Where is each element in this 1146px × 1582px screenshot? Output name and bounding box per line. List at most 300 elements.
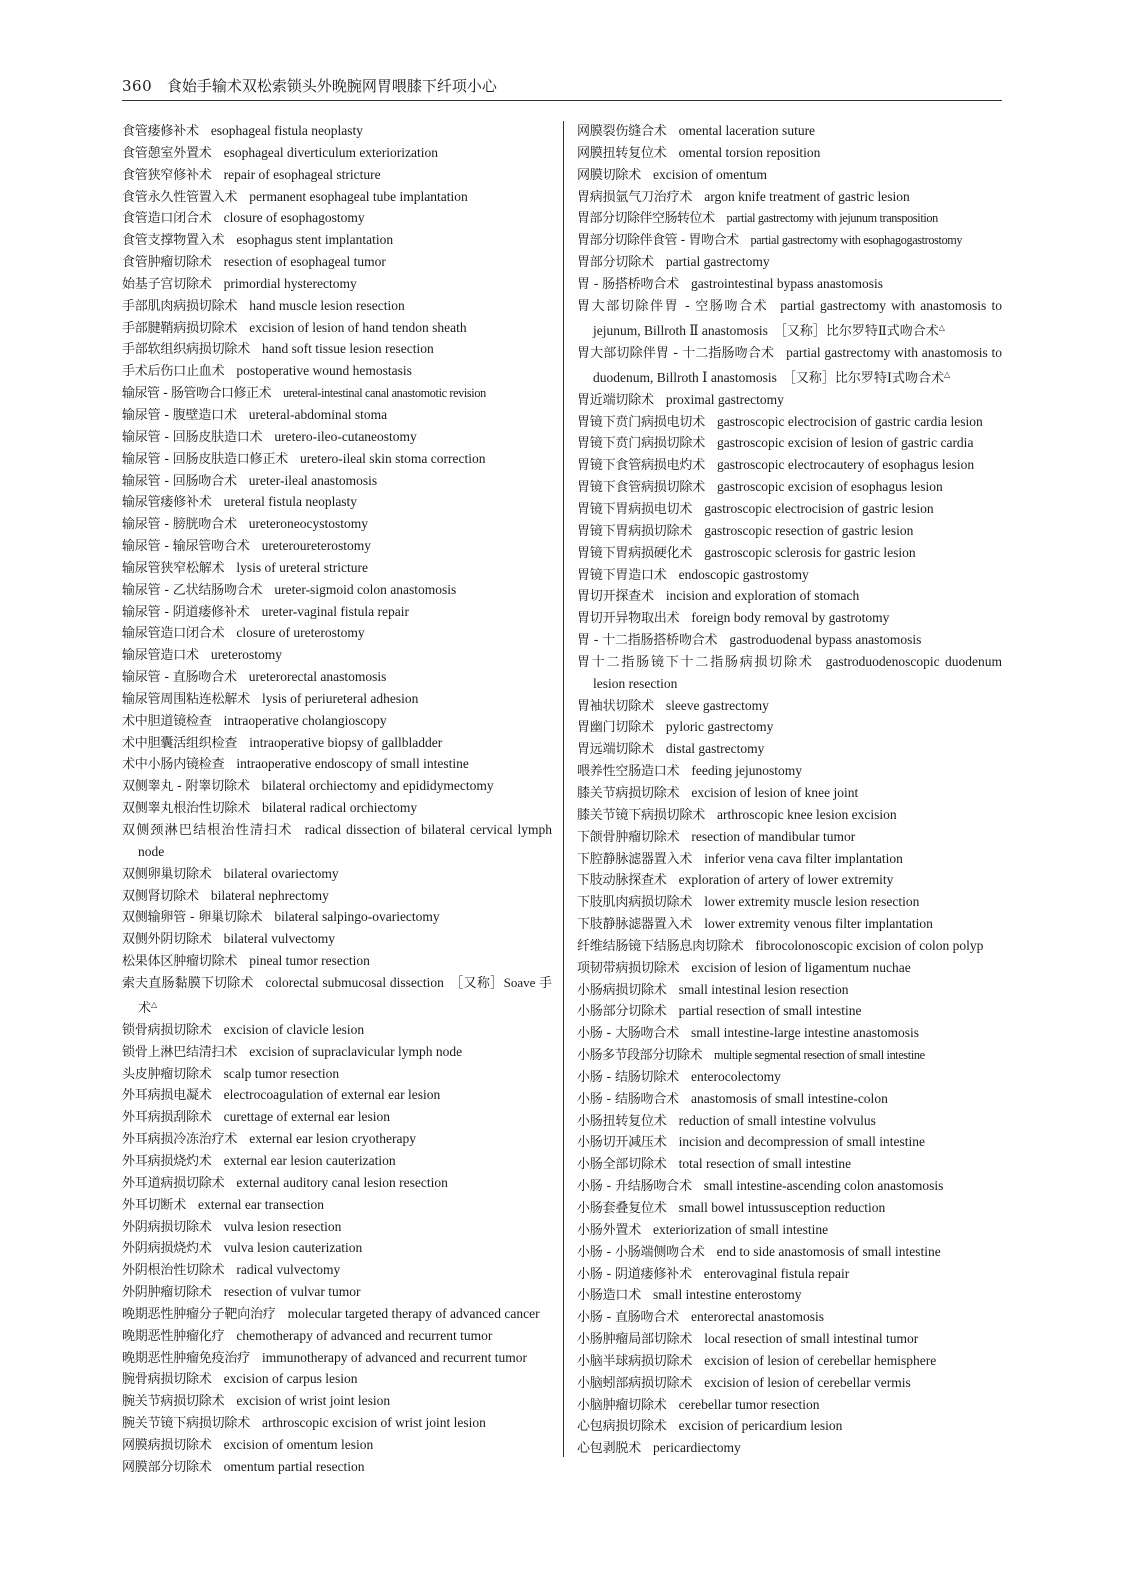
term-chinese: 胃近端切除术 bbox=[577, 392, 654, 408]
term-english: reduction of small intestine volvulus bbox=[678, 1112, 876, 1128]
term-chinese: 下肢静脉滤器置入术 bbox=[577, 917, 693, 933]
term-chinese: 网膜扭转复位术 bbox=[577, 145, 667, 161]
term-english: scalp tumor resection bbox=[223, 1065, 340, 1081]
term-entry bbox=[122, 427, 552, 449]
term-english: permanent esophageal tube implantation bbox=[249, 188, 468, 204]
term-english: enterovaginal fistula repair bbox=[703, 1265, 850, 1281]
term-entry bbox=[577, 1307, 1002, 1329]
term-entry bbox=[122, 230, 552, 252]
term-entry bbox=[122, 798, 552, 820]
term-english: resection of vulvar tumor bbox=[223, 1284, 361, 1300]
term-entry bbox=[122, 689, 552, 711]
term-entry bbox=[577, 1132, 1002, 1154]
term-english: ureter-ileal anastomosis bbox=[248, 472, 378, 488]
term-english: molecular targeted therapy of advanced cancer bbox=[287, 1305, 540, 1321]
term-entry bbox=[577, 165, 1002, 187]
term-entry bbox=[122, 754, 552, 776]
term-chinese: 松果体区肿瘤切除术 bbox=[122, 954, 238, 970]
term-english: arthroscopic excision of wrist joint lesion bbox=[262, 1415, 486, 1431]
term-english: radical dissection of bilateral cervical lymph node bbox=[138, 822, 552, 859]
right-column bbox=[577, 121, 1002, 1460]
term-entry bbox=[122, 645, 552, 667]
triangle-mark: △ bbox=[943, 369, 951, 379]
term-english: incision and decompression of small intestine bbox=[678, 1134, 925, 1150]
term-english: exteriorization of small intestine bbox=[653, 1221, 829, 1237]
term-chinese: 输尿管 - 乙状结肠吻合术 bbox=[122, 582, 263, 598]
term-english: excision of lesion of knee joint bbox=[691, 784, 859, 800]
running-title: 食始手输术双松索锁头外晚腕网胃喂膝下纤项小心 bbox=[166, 77, 497, 95]
term-chinese: 小肠扭转复位术 bbox=[577, 1113, 667, 1129]
term-english: ureterostomy bbox=[210, 647, 283, 663]
term-chinese: 胃幽门切除术 bbox=[577, 720, 654, 736]
term-chinese: 胃镜下食管病损切除术 bbox=[577, 480, 706, 496]
term-chinese: 双侧外阴切除术 bbox=[122, 932, 212, 948]
term-chinese: 锁骨病损切除术 bbox=[122, 1022, 212, 1038]
term-chinese: 网膜病损切除术 bbox=[122, 1437, 212, 1453]
term-entry bbox=[122, 1129, 552, 1151]
term-chinese: 手部腱鞘病损切除术 bbox=[122, 320, 238, 336]
term-chinese: 小肠多节段部分切除术 bbox=[577, 1048, 703, 1064]
term-entry bbox=[122, 1391, 552, 1413]
term-chinese: 胃镜下胃病损硬化术 bbox=[577, 545, 693, 561]
term-entry bbox=[577, 783, 1002, 805]
term-chinese: 小脑肿瘤切除术 bbox=[577, 1397, 667, 1413]
term-chinese: 头皮肿瘤切除术 bbox=[122, 1066, 212, 1082]
term-entry bbox=[577, 390, 1002, 412]
term-english: intraoperative endoscopy of small intestine bbox=[236, 756, 469, 772]
term-chinese: 小肠 - 直肠吻合术 bbox=[577, 1310, 679, 1326]
term-entry bbox=[577, 1111, 1002, 1133]
term-chinese: 胃 - 十二指肠搭桥吻合术 bbox=[577, 633, 718, 649]
term-english: bilateral nephrectomy bbox=[210, 887, 329, 903]
term-english: curettage of external ear lesion bbox=[223, 1109, 391, 1125]
term-english: bilateral vulvectomy bbox=[223, 931, 335, 947]
term-chinese: 外耳病损刮除术 bbox=[122, 1110, 212, 1126]
term-chinese: 外耳切断术 bbox=[122, 1197, 187, 1213]
term-entry bbox=[577, 892, 1002, 914]
term-english: pericardiectomy bbox=[653, 1440, 741, 1456]
term-english: partial gastrectomy with esophagogastrostomy bbox=[750, 233, 963, 248]
term-entry bbox=[577, 608, 1002, 630]
term-chinese: 双侧卵巢切除术 bbox=[122, 866, 212, 882]
term-alias: ［又称］比尔罗特Ⅱ式吻合术 bbox=[773, 322, 939, 338]
term-english: external ear lesion cauterization bbox=[223, 1152, 396, 1168]
term-entry bbox=[577, 208, 1002, 230]
term-chinese: 术中胆道镜检查 bbox=[122, 713, 212, 729]
term-chinese: 小肠部分切除术 bbox=[577, 1004, 667, 1020]
term-chinese: 外耳病损烧灼术 bbox=[122, 1153, 212, 1169]
term-entry bbox=[122, 1457, 552, 1479]
term-english: multiple segmental resection of small intestine bbox=[714, 1048, 925, 1063]
term-entry bbox=[577, 586, 1002, 608]
triangle-mark: △ bbox=[938, 322, 945, 332]
term-chinese: 腕关节病损切除术 bbox=[122, 1394, 225, 1410]
term-chinese: 小脑半球病损切除术 bbox=[577, 1353, 693, 1369]
term-chinese: 食管瘘修补术 bbox=[122, 124, 199, 139]
term-english: enterocolectomy bbox=[690, 1068, 781, 1084]
term-chinese: 膝关节镜下病损切除术 bbox=[577, 807, 706, 823]
term-english: distal gastrectomy bbox=[665, 741, 765, 757]
term-english: sleeve gastrectomy bbox=[665, 697, 769, 713]
term-chinese: 胃镜下胃造口术 bbox=[577, 567, 667, 583]
term-chinese: 喂养性空肠造口术 bbox=[577, 764, 680, 780]
term-entry bbox=[122, 1042, 552, 1064]
term-entry bbox=[122, 1151, 552, 1173]
term-chinese: 输尿管 - 回肠皮肤造口术 bbox=[122, 429, 263, 445]
term-entry bbox=[122, 1326, 552, 1348]
term-entry bbox=[122, 1304, 552, 1326]
term-chinese: 下肢动脉探查术 bbox=[577, 873, 667, 889]
term-chinese: 锁骨上淋巴结清扫术 bbox=[122, 1044, 238, 1060]
term-english: external ear transection bbox=[198, 1196, 324, 1212]
term-entry bbox=[122, 361, 552, 383]
term-english: bilateral orchiectomy and epididymectomy bbox=[261, 778, 494, 794]
term-english: incision and exploration of stomach bbox=[665, 588, 860, 604]
term-chinese: 手部肌肉病损切除术 bbox=[122, 298, 238, 314]
term-english: closure of ureterostomy bbox=[236, 625, 365, 641]
term-chinese: 外耳病损电凝术 bbox=[122, 1088, 212, 1104]
page-header bbox=[122, 76, 1002, 100]
term-chinese: 胃镜下胃病损切除术 bbox=[577, 523, 693, 539]
term-english: excision of carpus lesion bbox=[223, 1371, 358, 1387]
term-entry bbox=[122, 514, 552, 536]
term-chinese: 晚期恶性肿瘤免疫治疗 bbox=[122, 1350, 251, 1366]
term-english: excision of lesion of ligamentum nuchae bbox=[691, 959, 911, 975]
term-chinese: 输尿管周围粘连松解术 bbox=[122, 691, 251, 707]
term-entry bbox=[122, 776, 552, 798]
term-english: chemotherapy of advanced and recurrent tumor bbox=[236, 1327, 493, 1343]
term-english: excision of omentum bbox=[653, 166, 767, 182]
term-chinese: 心包剥脱术 bbox=[577, 1441, 642, 1457]
term-chinese: 双侧肾切除术 bbox=[122, 888, 199, 904]
term-chinese: 术中小肠内镜检查 bbox=[122, 757, 225, 773]
term-english: immunotherapy of advanced and recurrent tumor bbox=[262, 1349, 528, 1365]
term-english: omental torsion reposition bbox=[678, 144, 821, 160]
term-chinese: 输尿管 - 肠管吻合口修正术 bbox=[122, 386, 271, 402]
term-entry bbox=[577, 696, 1002, 718]
term-entry bbox=[577, 1001, 1002, 1023]
term-english: fibrocolonoscopic excision of colon polyp bbox=[755, 937, 984, 953]
term-entry bbox=[577, 1329, 1002, 1351]
term-entry bbox=[122, 318, 552, 340]
term-english: esophageal fistula neoplasty bbox=[210, 123, 364, 138]
term-english: ureteroneocystostomy bbox=[248, 516, 368, 532]
term-entry bbox=[577, 543, 1002, 565]
term-entry bbox=[577, 252, 1002, 274]
term-chinese: 胃病损氩气刀治疗术 bbox=[577, 189, 693, 205]
term-english: partial gastrectomy bbox=[665, 254, 770, 270]
term-entry bbox=[122, 864, 552, 886]
term-chinese: 输尿管狭窄松解术 bbox=[122, 560, 225, 576]
term-chinese: 项韧带病损切除术 bbox=[577, 960, 680, 976]
term-english: gastroduodenoscopic duodenum lesion resection bbox=[593, 653, 1002, 691]
term-entry bbox=[577, 187, 1002, 209]
term-english: partial gastrectomy with jejunum transposition bbox=[726, 211, 938, 226]
term-entry bbox=[122, 1217, 552, 1239]
term-entry bbox=[577, 1067, 1002, 1089]
term-entry bbox=[577, 652, 1002, 696]
term-english: cerebellar tumor resection bbox=[678, 1396, 820, 1412]
term-entry bbox=[577, 274, 1002, 296]
term-english: pyloric gastrectomy bbox=[665, 719, 774, 735]
term-entry bbox=[122, 296, 552, 318]
term-entry bbox=[122, 711, 552, 733]
term-english: small intestine enterostomy bbox=[653, 1287, 802, 1303]
term-english: external ear lesion cryotherapy bbox=[249, 1131, 416, 1147]
term-entry bbox=[122, 252, 552, 274]
term-entry bbox=[577, 230, 1002, 252]
term-entry bbox=[577, 1242, 1002, 1264]
term-entry bbox=[122, 1260, 552, 1282]
term-english: bilateral radical orchiectomy bbox=[262, 800, 418, 816]
term-english: endoscopic gastrostomy bbox=[678, 566, 809, 582]
term-chinese: 小肠外置术 bbox=[577, 1222, 642, 1238]
term-chinese: 晚期恶性肿瘤化疗 bbox=[122, 1328, 225, 1344]
term-chinese: 术中胆囊活组织检查 bbox=[122, 735, 238, 751]
term-english: anastomosis of small intestine-colon bbox=[690, 1090, 888, 1106]
term-entry bbox=[577, 980, 1002, 1002]
term-english: small intestine-large intestine anastomosis bbox=[690, 1025, 920, 1041]
term-english: arthroscopic knee lesion excision bbox=[717, 806, 897, 822]
term-chinese: 索夫直肠黏膜下切除术 bbox=[122, 975, 254, 991]
term-entry bbox=[122, 1369, 552, 1391]
term-entry bbox=[122, 187, 552, 209]
term-entry bbox=[577, 870, 1002, 892]
term-chinese: 网膜裂伤缝合术 bbox=[577, 124, 667, 139]
term-chinese: 胃袖状切除术 bbox=[577, 698, 654, 714]
term-english: hand soft tissue lesion resection bbox=[262, 341, 434, 357]
term-chinese: 胃大部切除伴胃 - 空肠吻合术 bbox=[577, 298, 769, 314]
term-english: lower extremity muscle lesion resection bbox=[704, 894, 920, 910]
term-chinese: 网膜切除术 bbox=[577, 167, 642, 183]
term-chinese: 手部软组织病损切除术 bbox=[122, 342, 251, 358]
term-chinese: 小肠 - 小肠端侧吻合术 bbox=[577, 1244, 705, 1260]
term-chinese: 双侧睾丸 - 附睾切除术 bbox=[122, 779, 250, 795]
term-english: ureter-vaginal fistula repair bbox=[261, 603, 409, 619]
term-english: excision of supraclavicular lymph node bbox=[249, 1043, 463, 1059]
term-english: bilateral ovariectomy bbox=[223, 865, 339, 881]
term-entry bbox=[122, 1348, 552, 1370]
term-english: resection of mandibular tumor bbox=[691, 828, 856, 844]
term-entry bbox=[122, 1238, 552, 1260]
term-entry bbox=[577, 343, 1002, 390]
term-english: radical vulvectomy bbox=[236, 1262, 341, 1278]
term-entry bbox=[577, 849, 1002, 871]
term-english: excision of wrist joint lesion bbox=[236, 1393, 391, 1409]
term-entry bbox=[577, 1176, 1002, 1198]
term-english: bilateral salpingo-ovariectomy bbox=[274, 909, 440, 925]
term-english: primordial hysterectomy bbox=[223, 275, 357, 291]
term-english: vulva lesion resection bbox=[223, 1218, 342, 1234]
term-entry bbox=[577, 433, 1002, 455]
term-chinese: 晚期恶性肿瘤分子靶向治疗 bbox=[122, 1306, 276, 1322]
term-entry bbox=[122, 1282, 552, 1304]
term-entry bbox=[577, 477, 1002, 499]
term-entry bbox=[122, 973, 552, 1020]
term-english: esophagus stent implantation bbox=[236, 232, 394, 248]
term-english: gastroscopic electrocision of gastric cardia lesion bbox=[717, 413, 983, 429]
term-english: excision of clavicle lesion bbox=[223, 1021, 365, 1037]
term-chinese: 外阴病损烧灼术 bbox=[122, 1241, 212, 1257]
term-english: small intestine-ascending colon anastomosis bbox=[703, 1178, 944, 1194]
term-entry bbox=[122, 449, 552, 471]
term-entry bbox=[577, 739, 1002, 761]
term-chinese: 小肠 - 结肠切除术 bbox=[577, 1069, 679, 1085]
term-entry bbox=[577, 565, 1002, 587]
term-english: excision of lesion of hand tendon sheath bbox=[249, 319, 467, 335]
term-chinese: 小肠 - 大肠吻合术 bbox=[577, 1026, 679, 1042]
term-english: end to side anastomosis of small intestine bbox=[716, 1243, 941, 1259]
term-english: ureteral fistula neoplasty bbox=[223, 494, 358, 510]
term-entry bbox=[577, 143, 1002, 165]
term-english: excision of omentum lesion bbox=[223, 1436, 374, 1452]
term-entry bbox=[122, 1195, 552, 1217]
term-entry bbox=[122, 580, 552, 602]
term-alias: ［又称］比尔罗特Ⅰ式吻合术 bbox=[782, 369, 944, 385]
term-entry bbox=[577, 1395, 1002, 1417]
left-column bbox=[122, 121, 552, 1479]
term-entry bbox=[577, 412, 1002, 434]
term-entry bbox=[577, 761, 1002, 783]
term-chinese: 输尿管 - 阴道瘘修补术 bbox=[122, 604, 250, 620]
term-english: electrocoagulation of external ear lesion bbox=[223, 1087, 441, 1103]
term-entry bbox=[122, 1107, 552, 1129]
term-chinese: 小肠切开减压术 bbox=[577, 1135, 667, 1151]
term-chinese: 外耳道病损切除术 bbox=[122, 1175, 225, 1191]
term-english: colorectal submucosal dissection bbox=[265, 974, 444, 990]
term-chinese: 胃大部切除伴胃 - 十二指肠吻合术 bbox=[577, 345, 775, 361]
term-english: enterorectal anastomosis bbox=[690, 1309, 825, 1325]
term-english: lysis of periureteral adhesion bbox=[262, 690, 419, 706]
term-entry bbox=[122, 1085, 552, 1107]
term-chinese: 胃切开异物取出术 bbox=[577, 611, 680, 627]
term-chinese: 食管憩室外置术 bbox=[122, 145, 212, 161]
term-english: gastroscopic excision of esophagus lesion bbox=[717, 479, 943, 495]
term-english: excision of lesion of cerebellar hemisphere bbox=[704, 1352, 937, 1368]
term-english: gastroscopic electrocision of gastric lesion bbox=[704, 501, 934, 516]
term-english: proximal gastrectomy bbox=[665, 391, 784, 407]
term-entry bbox=[122, 143, 552, 165]
term-chinese: 双侧睾丸根治性切除术 bbox=[122, 801, 251, 817]
term-chinese: 膝关节病损切除术 bbox=[577, 785, 680, 801]
term-english: hand muscle lesion resection bbox=[249, 297, 405, 313]
term-entry bbox=[577, 1351, 1002, 1373]
term-entry bbox=[577, 1089, 1002, 1111]
term-entry bbox=[577, 1416, 1002, 1438]
term-chinese: 输尿管 - 直肠吻合术 bbox=[122, 670, 237, 686]
column-divider bbox=[563, 121, 564, 1457]
term-chinese: 输尿管造口术 bbox=[122, 648, 199, 664]
term-chinese: 纤维结肠镜下结肠息肉切除术 bbox=[577, 938, 744, 954]
term-english: gastroscopic sclerosis for gastric lesion bbox=[704, 544, 916, 560]
term-entry bbox=[122, 1064, 552, 1086]
term-english: foreign body removal by gastrotomy bbox=[691, 610, 890, 626]
term-chinese: 胃镜下食管病损电灼术 bbox=[577, 458, 706, 474]
term-chinese: 胃部分切除伴空肠转位术 bbox=[577, 211, 715, 227]
term-english: ureteral-abdominal stoma bbox=[248, 406, 388, 422]
term-chinese: 胃镜下贲门病损电切术 bbox=[577, 414, 706, 430]
term-entry bbox=[577, 1045, 1002, 1067]
term-english: excision of pericardium lesion bbox=[678, 1418, 843, 1434]
term-english: pineal tumor resection bbox=[249, 953, 370, 969]
term-entry bbox=[577, 1438, 1002, 1460]
term-english: ureteroureterostomy bbox=[261, 538, 372, 554]
term-english: resection of esophageal tumor bbox=[223, 254, 386, 270]
term-entry bbox=[122, 405, 552, 427]
term-english: inferior vena cava filter implantation bbox=[704, 850, 903, 866]
term-chinese: 外阴病损切除术 bbox=[122, 1219, 212, 1235]
term-chinese: 食管支撑物置入术 bbox=[122, 233, 225, 249]
term-entry bbox=[122, 1020, 552, 1042]
term-entry bbox=[577, 1373, 1002, 1395]
term-chinese: 小肠病损切除术 bbox=[577, 982, 667, 998]
term-chinese: 外耳病损冷冻治疗术 bbox=[122, 1132, 238, 1148]
term-english: ureteral-intestinal canal anastomotic revision bbox=[282, 386, 486, 401]
term-entry bbox=[577, 805, 1002, 827]
term-chinese: 腕骨病损切除术 bbox=[122, 1372, 212, 1388]
term-chinese: 输尿管瘘修补术 bbox=[122, 495, 212, 511]
term-entry bbox=[122, 951, 552, 973]
term-chinese: 胃远端切除术 bbox=[577, 742, 654, 758]
term-english: repair of esophageal stricture bbox=[223, 166, 381, 182]
term-chinese: 小肠 - 升结肠吻合术 bbox=[577, 1179, 692, 1195]
term-english: intraoperative cholangioscopy bbox=[223, 712, 387, 728]
page-number: 360 bbox=[122, 77, 153, 95]
term-english: esophageal diverticulum exteriorization bbox=[223, 144, 439, 160]
term-english: ureter-sigmoid colon anastomosis bbox=[274, 581, 457, 597]
term-entry bbox=[577, 1154, 1002, 1176]
term-english: gastroduodenal bypass anastomosis bbox=[729, 632, 922, 648]
term-entry bbox=[122, 907, 552, 929]
term-chinese: 胃十二指肠镜下十二指肠病损切除术 bbox=[577, 654, 814, 670]
term-chinese: 小肠全部切除术 bbox=[577, 1157, 667, 1173]
term-chinese: 食管肿瘤切除术 bbox=[122, 255, 212, 271]
term-chinese: 小肠 - 结肠吻合术 bbox=[577, 1091, 679, 1107]
term-english: argon knife treatment of gastric lesion bbox=[704, 188, 910, 204]
term-chinese: 腕关节镜下病损切除术 bbox=[122, 1416, 251, 1432]
term-entry bbox=[122, 492, 552, 514]
term-chinese: 网膜部分切除术 bbox=[122, 1459, 212, 1475]
term-english: small bowel intussusception reduction bbox=[678, 1200, 886, 1215]
term-chinese: 胃镜下贲门病损切除术 bbox=[577, 436, 706, 452]
term-english: partial gastrectomy with anastomosis to duodenum, Billroth Ⅰ anastomosis bbox=[593, 344, 1002, 385]
term-entry bbox=[577, 1220, 1002, 1242]
term-entry bbox=[122, 471, 552, 493]
term-alias: ［又称］Soave 手术 bbox=[138, 974, 552, 1016]
term-entry bbox=[577, 827, 1002, 849]
term-chinese: 胃 - 肠搭桥吻合术 bbox=[577, 276, 679, 292]
term-entry bbox=[577, 1285, 1002, 1307]
term-entry bbox=[577, 499, 1002, 521]
term-entry bbox=[122, 383, 552, 405]
term-chinese: 胃部分切除伴食管 - 胃吻合术 bbox=[577, 233, 739, 249]
term-chinese: 始基子宫切除术 bbox=[122, 276, 212, 292]
term-english: external auditory canal lesion resection bbox=[236, 1174, 448, 1190]
header-rule bbox=[122, 100, 1002, 101]
term-entry bbox=[122, 121, 552, 143]
term-english: lower extremity venous filter implantation bbox=[704, 916, 933, 932]
term-chinese: 输尿管 - 膀胱吻合术 bbox=[122, 517, 237, 533]
term-english: partial resection of small intestine bbox=[678, 1003, 862, 1019]
term-chinese: 外阴肿瘤切除术 bbox=[122, 1285, 212, 1301]
term-english: postoperative wound hemostasis bbox=[236, 363, 412, 379]
term-chinese: 胃切开探查术 bbox=[577, 589, 654, 605]
term-chinese: 心包病损切除术 bbox=[577, 1419, 667, 1435]
term-chinese: 输尿管 - 回肠皮肤造口修正术 bbox=[122, 451, 288, 467]
term-entry bbox=[577, 1264, 1002, 1286]
term-chinese: 食管狭窄修补术 bbox=[122, 167, 212, 183]
term-entry bbox=[122, 602, 552, 624]
